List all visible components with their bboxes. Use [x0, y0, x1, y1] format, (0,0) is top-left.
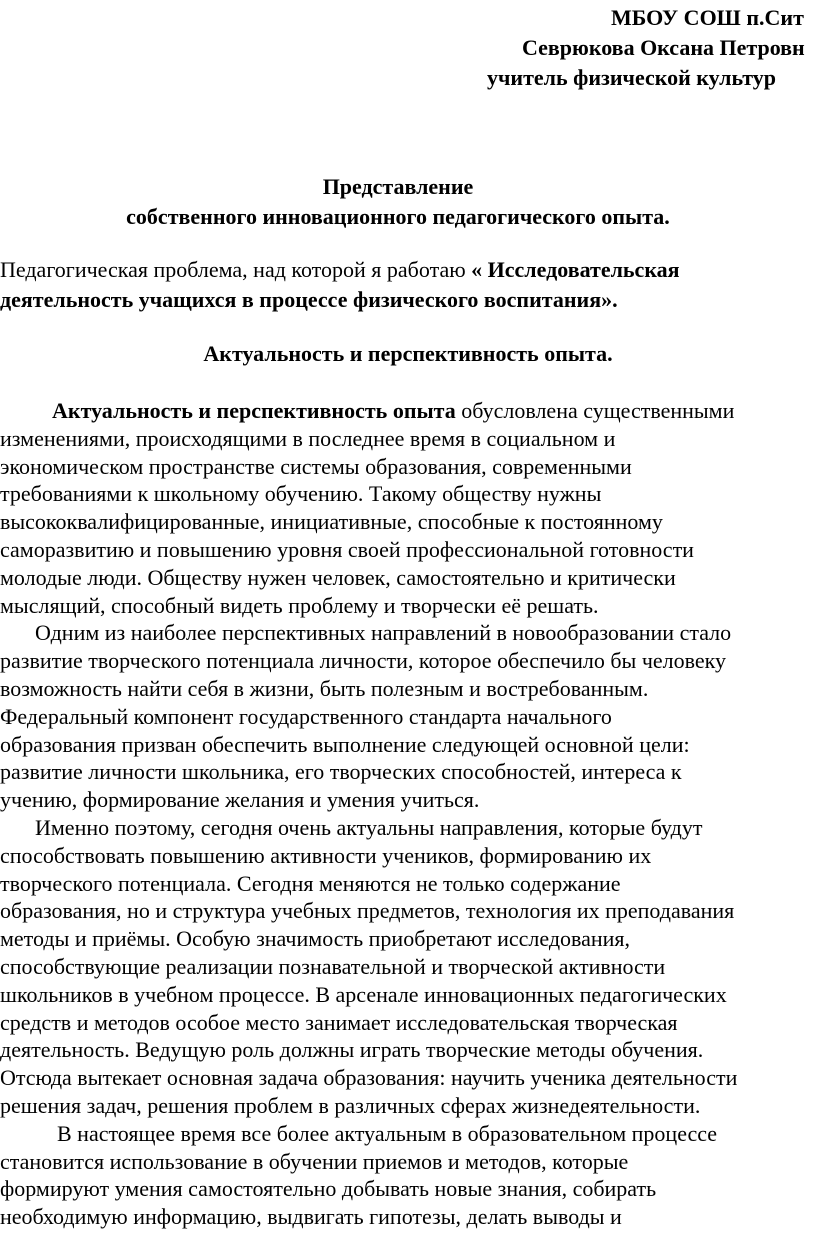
section-heading: Актуальность и перспективность опыта. [203, 341, 613, 366]
problem-line1 [0, 255, 816, 285]
school-name: МБОУ СОШ п.Сит [611, 5, 804, 30]
paragraph-line: методы и приёмы. Особую значимость приобретают исследования, [0, 926, 631, 952]
paragraph-line: способствующие реализации познавательной и творческой активности [0, 953, 666, 979]
document-title-line2: собственного инновационного педагогического опыта. [126, 204, 670, 229]
problem-prefix: Педагогическая проблема, над которой я работаю [0, 257, 472, 282]
problem-statement [0, 255, 816, 315]
paragraph-line: образования призван обеспечить выполнение следующей основной цели: [0, 731, 690, 757]
paragraph-line: становится использование в обучении приемов и методов, которые [0, 1148, 629, 1174]
paragraph-line: мыслящий, способный видеть проблему и творчески её решать. [0, 592, 599, 618]
paragraph-line: развитие личности школьника, его творческих способностей, интереса к [0, 759, 682, 785]
problem-topic-part1: « Исследовательская [471, 257, 680, 282]
paragraph-line: В настоящее время все более актуальным в образовательном процессе [57, 1120, 718, 1146]
paragraph-line: саморазвитию и повышению уровня своей профессиональной готовности [0, 536, 694, 562]
paragraph-lead-bold: Актуальность и перспективность опыта [52, 398, 456, 423]
paragraph-lead-rest: обусловлена существенными [455, 398, 735, 423]
body-text [0, 397, 816, 1231]
paragraph-line: молодые люди. Обществу нужен человек, самостоятельно и критически [0, 564, 676, 590]
paragraph-line: экономическом пространстве системы образования, современными [0, 453, 632, 479]
paragraph-line: Одним из наиболее перспективных направлений в новообразовании стало [35, 620, 732, 646]
paragraph-line: необходимую информацию, выдвигать гипотезы, делать выводы и [0, 1204, 622, 1230]
paragraph-line: средств и методов особое место занимает исследовательская творческая [0, 1009, 678, 1035]
paragraph-line: образования, но и структура учебных предметов, технология их преподавания [0, 898, 735, 924]
paragraph-line [0, 397, 816, 425]
paragraph-line: высококвалифицированные, инициативные, способные к постоянному [0, 509, 663, 535]
paragraph-line: Именно поэтому, сегодня очень актуальны направления, которые будут [35, 814, 703, 840]
author-name: Севрюкова Оксана Петровн [522, 35, 805, 60]
paragraph-line: требованиями к школьному обучению. Такому обществу нужны [0, 481, 602, 507]
paragraph-line: изменениями, происходящими в последнее время в социальном и [0, 425, 616, 451]
paragraph-line: Отсюда вытекает основная задача образования: научить ученика деятельности [0, 1065, 738, 1091]
paragraph-line: учению, формирование желания и умения учиться. [0, 787, 480, 813]
paragraph-line: Федеральный компонент государственного стандарта начального [0, 703, 612, 729]
paragraph-line: развитие творческого потенциала личности, которое обеспечило бы человеку [0, 648, 727, 674]
author-header [0, 4, 816, 94]
paragraph-line: формируют умения самостоятельно добывать новые знания, собирать [0, 1176, 657, 1202]
author-position: учитель физической культур [487, 65, 777, 90]
problem-topic-part2: деятельность учащихся в процессе физического воспитания». [0, 287, 618, 312]
paragraph-line: деятельность. Ведущую роль должны играть творческие методы обучения. [0, 1037, 704, 1063]
paragraph-line: возможность найти себя в жизни, быть полезным и востребованным. [0, 675, 649, 701]
paragraph-line: решения задач, решения проблем в различных сферах жизнедеятельности. [0, 1092, 701, 1118]
paragraph-line: способствовать повышению активности учеников, формированию их [0, 842, 652, 868]
paragraph-line: творческого потенциала. Сегодня меняются не только содержание [0, 870, 621, 896]
document-title-line1: Представление [322, 174, 474, 199]
paragraph-line: школьников в учебном процессе. В арсенале инновационных педагогических [0, 981, 727, 1007]
